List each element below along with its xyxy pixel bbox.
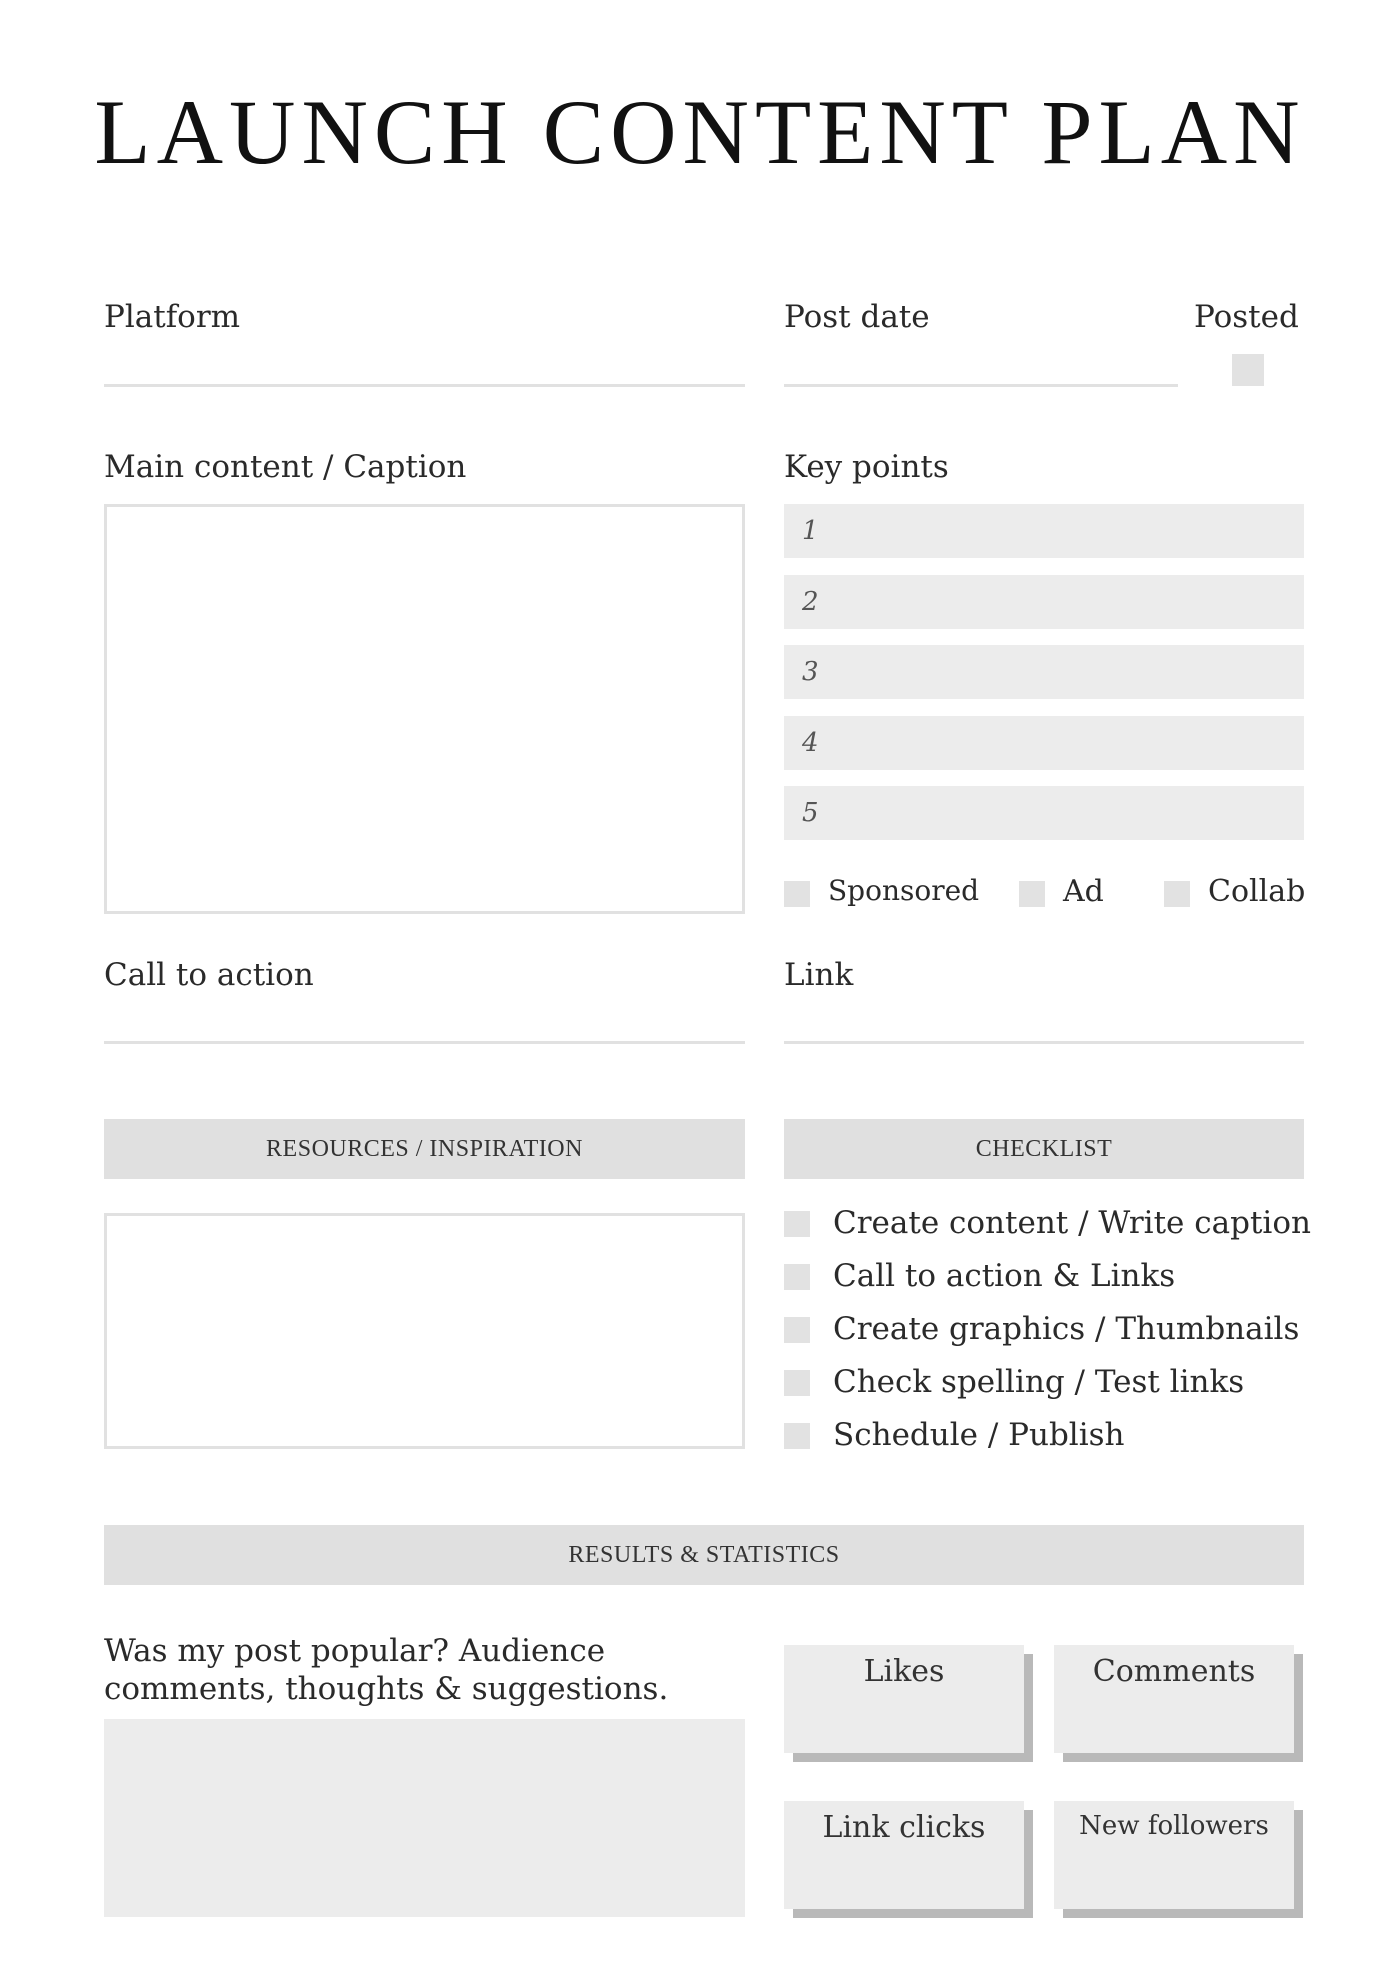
- call-to-action-label: Call to action: [104, 957, 314, 993]
- results-notes-box[interactable]: [104, 1719, 745, 1917]
- comments-label: Comments: [1092, 1654, 1256, 1689]
- ad-label: Ad: [1063, 874, 1104, 909]
- checklist-item-label: Create graphics / Thumbnails: [833, 1311, 1300, 1347]
- call-to-action-input-line[interactable]: [104, 1041, 745, 1044]
- key-point-field[interactable]: 4: [784, 716, 1304, 770]
- platform-input-line[interactable]: [104, 384, 745, 387]
- results-header: RESULTS & STATISTICS: [104, 1525, 1304, 1585]
- checklist-header: CHECKLIST: [784, 1119, 1304, 1179]
- posted-label: Posted: [1194, 299, 1299, 335]
- likes-stat-box[interactable]: [784, 1645, 1024, 1753]
- new-followers-label: New followers: [1079, 1811, 1269, 1841]
- main-content-box[interactable]: [104, 504, 745, 914]
- checklist-checkbox[interactable]: [784, 1317, 810, 1343]
- ad-checkbox[interactable]: [1019, 881, 1045, 907]
- link-label: Link: [784, 957, 854, 993]
- checklist-item-label: Call to action & Links: [833, 1258, 1176, 1294]
- post-date-input-line[interactable]: [784, 384, 1178, 387]
- posted-checkbox[interactable]: [1232, 354, 1264, 386]
- key-point-field[interactable]: 1: [784, 504, 1304, 558]
- key-points-label: Key points: [784, 449, 949, 485]
- results-prompt-line2: comments, thoughts & suggestions.: [104, 1671, 669, 1707]
- likes-label: Likes: [863, 1654, 945, 1689]
- post-date-label: Post date: [784, 299, 930, 335]
- results-prompt-line1: Was my post popular? Audience: [104, 1633, 606, 1669]
- link-clicks-label: Link clicks: [822, 1810, 986, 1845]
- platform-label: Platform: [104, 299, 241, 335]
- link-clicks-stat-box[interactable]: [784, 1801, 1024, 1909]
- checklist-item-label: Create content / Write caption: [833, 1205, 1311, 1241]
- sponsored-label: Sponsored: [828, 874, 980, 907]
- comments-stat-box[interactable]: [1054, 1645, 1294, 1753]
- key-point-field[interactable]: 2: [784, 575, 1304, 629]
- link-input-line[interactable]: [784, 1041, 1304, 1044]
- resources-box[interactable]: [104, 1213, 745, 1449]
- checklist-item-label: Check spelling / Test links: [833, 1364, 1245, 1400]
- key-point-field[interactable]: 5: [784, 786, 1304, 840]
- key-point-field[interactable]: 3: [784, 645, 1304, 699]
- collab-checkbox[interactable]: [1164, 881, 1190, 907]
- page-title: LAUNCH CONTENT PLAN: [94, 81, 1306, 183]
- checklist-checkbox[interactable]: [784, 1370, 810, 1396]
- sponsored-checkbox[interactable]: [784, 881, 810, 907]
- main-content-label: Main content / Caption: [104, 449, 467, 485]
- new-followers-stat-box[interactable]: [1054, 1801, 1294, 1909]
- checklist-checkbox[interactable]: [784, 1211, 810, 1237]
- resources-header: RESOURCES / INSPIRATION: [104, 1119, 745, 1179]
- checklist-item-label: Schedule / Publish: [833, 1417, 1125, 1453]
- checklist-checkbox[interactable]: [784, 1423, 810, 1449]
- collab-label: Collab: [1208, 874, 1306, 909]
- checklist-checkbox[interactable]: [784, 1264, 810, 1290]
